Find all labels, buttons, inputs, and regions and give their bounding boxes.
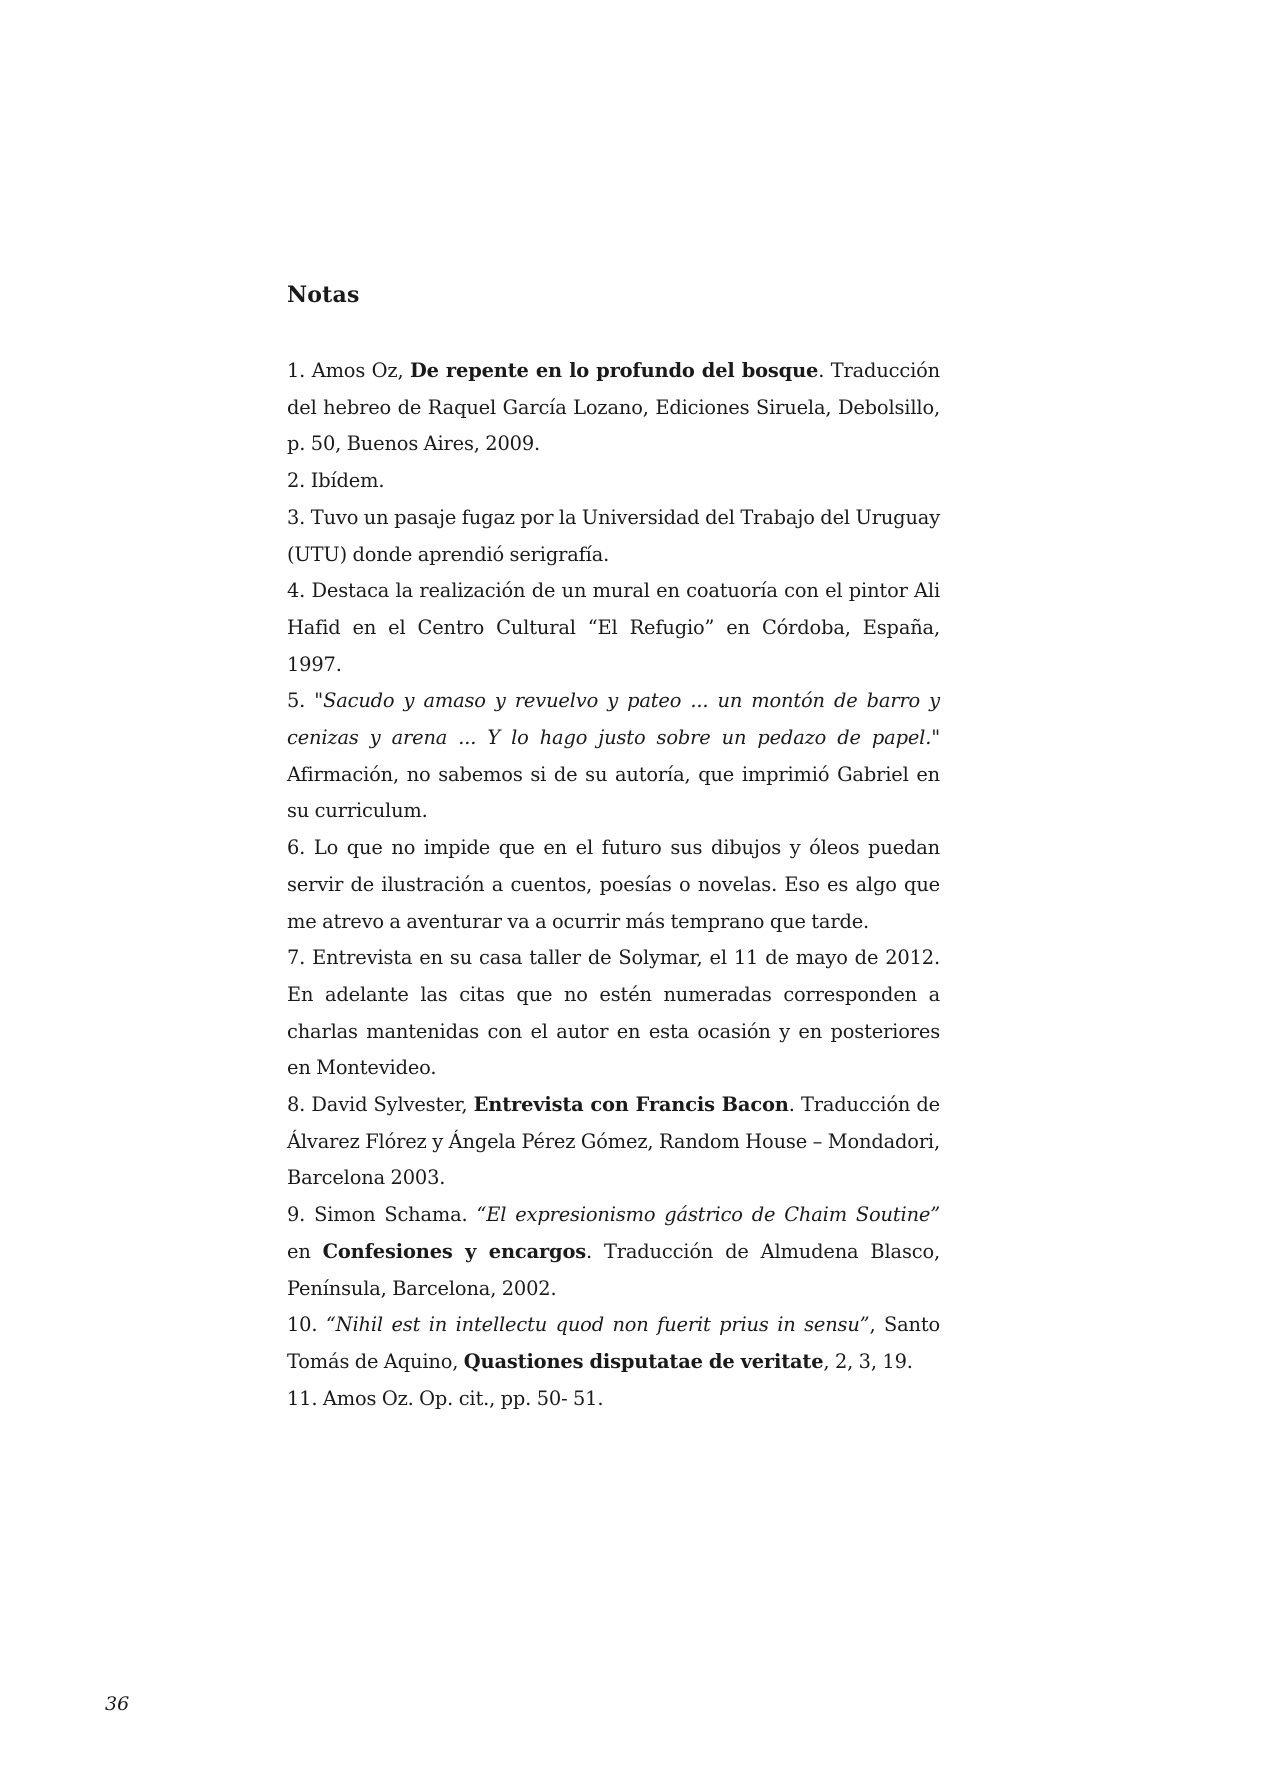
note-text: 1. Amos Oz, bbox=[287, 359, 410, 382]
note-item bbox=[287, 830, 940, 940]
note-item bbox=[287, 1381, 940, 1418]
note-text: 6. Lo que no impide que en el futuro sus dibujos y óleos puedan servir de ilustración a cuentos, poesías o novelas. Eso es algo que me atrevo a aventurar va a ocurrir más temprano que tarde. bbox=[287, 836, 940, 933]
note-text: 5. bbox=[287, 689, 315, 713]
note-text: 11. Amos Oz. Op. cit., pp. 50- 51. bbox=[287, 1386, 604, 1410]
note-item bbox=[287, 1197, 940, 1307]
page-number: 36 bbox=[105, 1693, 130, 1715]
note-item bbox=[287, 463, 940, 500]
note-item bbox=[287, 1087, 940, 1197]
note-item bbox=[287, 683, 940, 830]
note-text: 10. bbox=[287, 1313, 326, 1337]
note-quote: "Sacudo y amaso y revuelvo y pateo ... un montón de barro y cenizas y arena ... Y lo hago justo sobre un pedazo de papel." bbox=[287, 689, 940, 750]
note-item bbox=[287, 500, 940, 573]
notes-list bbox=[287, 353, 940, 1417]
note-item bbox=[287, 573, 940, 683]
note-book-title: Entrevista con Francis Bacon bbox=[473, 1093, 789, 1117]
note-item bbox=[287, 1307, 940, 1380]
note-item bbox=[287, 940, 940, 1087]
note-quote: “Nihil est in intellectu quod non fuerit prius in sensu” bbox=[325, 1313, 870, 1337]
note-text: , Santo Tomás de Aquino, bbox=[287, 1313, 941, 1373]
note-book-title: De repente en lo profundo del bosque bbox=[409, 359, 819, 382]
note-text: , 2, 3, 19. bbox=[823, 1349, 913, 1373]
note-book-title: Confesiones y encargos bbox=[322, 1239, 587, 1263]
note-text: . Traducción de Álvarez Flórez y Ángela Pérez Gómez, Random House – Mondadori, Barcelona 2003. bbox=[287, 1093, 940, 1190]
note-text: 8. David Sylvester, bbox=[287, 1093, 474, 1117]
note-text: 4. Destaca la realización de un mural en coatuoría con el pintor Ali Hafid en el Centro Cultural “El Refugio” en Córdoba, España, 1997. bbox=[287, 579, 940, 676]
note-item bbox=[287, 353, 940, 463]
note-text: 7. Entrevista en su casa taller de Solymar, el 11 de mayo de 2012. En adelante las citas que no estén numeradas corresponden a charlas mantenidas con el autor en esta ocasión y en posteriores en Montevideo. bbox=[287, 946, 940, 1080]
note-text: en bbox=[287, 1239, 323, 1263]
note-text: 2. Ibídem. bbox=[287, 469, 385, 493]
note-text: . Traducción de Almudena Blasco, Península, Barcelona, 2002. bbox=[287, 1239, 940, 1300]
note-text: . Traducción del hebreo de Raquel García Lozano, Ediciones Siruela, Debolsillo, p. 50, Buenos Aires, 2009. bbox=[287, 359, 940, 456]
note-quote: “El expresionismo gástrico de Chaim Soutine” bbox=[476, 1203, 940, 1227]
note-text: 3. Tuvo un pasaje fugaz por la Universidad del Trabajo del Uruguay (UTU) donde aprendió serigrafía. bbox=[287, 505, 940, 566]
note-book-title: Quastiones disputatae de veritate bbox=[463, 1349, 824, 1373]
note-text: Afirmación, no sabemos si de su autoría, que imprimió Gabriel en su curriculum. bbox=[287, 762, 940, 823]
note-text: 9. Simon Schama. bbox=[287, 1203, 477, 1227]
notes-heading: Notas bbox=[287, 282, 360, 308]
